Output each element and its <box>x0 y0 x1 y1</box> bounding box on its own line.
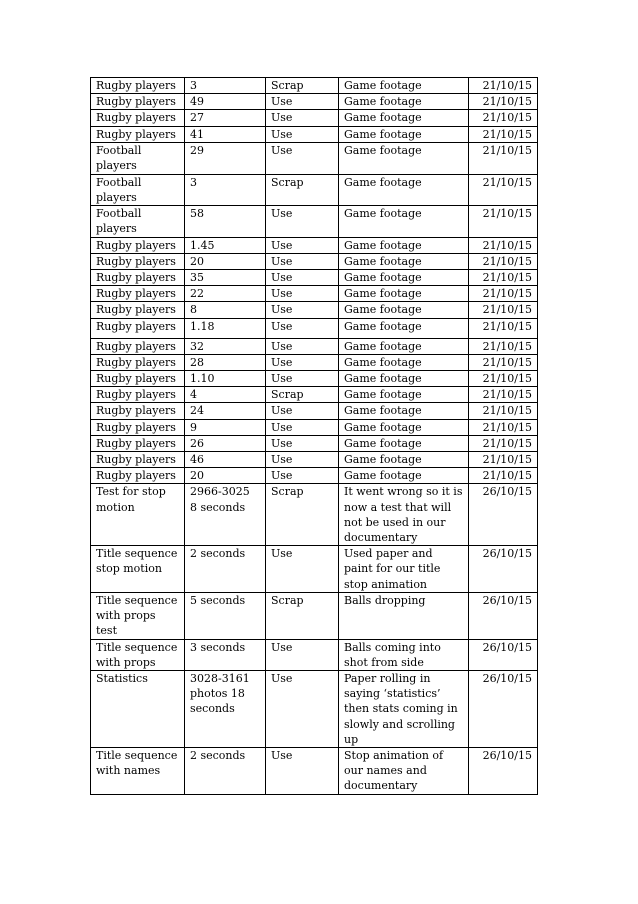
cell-description: Game footage <box>339 452 469 468</box>
cell-subject: Football players <box>91 206 185 237</box>
cell-decision: Use <box>266 371 339 387</box>
table-row <box>91 94 538 110</box>
cell-decision: Use <box>266 747 339 794</box>
cell-duration: 26 <box>185 435 266 451</box>
cell-date: 21/10/15 <box>469 78 538 94</box>
cell-subject: Title sequence with props <box>91 639 185 670</box>
table-row <box>91 270 538 286</box>
cell-decision: Use <box>266 639 339 670</box>
footage-log-body <box>91 78 538 795</box>
cell-subject: Rugby players <box>91 371 185 387</box>
cell-date: 21/10/15 <box>469 142 538 174</box>
cell-duration: 24 <box>185 403 266 419</box>
cell-duration: 27 <box>185 110 266 126</box>
cell-date: 26/10/15 <box>469 747 538 794</box>
cell-decision: Use <box>266 452 339 468</box>
cell-duration: 3 seconds <box>185 639 266 670</box>
cell-date: 21/10/15 <box>469 468 538 484</box>
cell-decision: Use <box>266 206 339 237</box>
cell-subject: Rugby players <box>91 419 185 435</box>
cell-decision: Use <box>266 270 339 286</box>
cell-subject: Rugby players <box>91 270 185 286</box>
cell-duration: 5 seconds <box>185 592 266 639</box>
table-row <box>91 371 538 387</box>
cell-date: 21/10/15 <box>469 354 538 370</box>
cell-date: 26/10/15 <box>469 670 538 747</box>
cell-description: Game footage <box>339 174 469 205</box>
cell-decision: Use <box>266 110 339 126</box>
cell-decision: Use <box>266 468 339 484</box>
cell-subject: Rugby players <box>91 452 185 468</box>
cell-duration: 22 <box>185 286 266 302</box>
cell-duration: 1.45 <box>185 237 266 253</box>
cell-date: 26/10/15 <box>469 639 538 670</box>
cell-duration: 41 <box>185 126 266 142</box>
cell-duration: 29 <box>185 142 266 174</box>
cell-description: Game footage <box>339 94 469 110</box>
cell-description: Game footage <box>339 468 469 484</box>
table-row <box>91 419 538 435</box>
cell-subject: Rugby players <box>91 435 185 451</box>
cell-decision: Use <box>266 286 339 302</box>
cell-subject: Rugby players <box>91 237 185 253</box>
cell-description: Game footage <box>339 270 469 286</box>
cell-subject: Rugby players <box>91 253 185 269</box>
cell-date: 21/10/15 <box>469 94 538 110</box>
cell-decision: Scrap <box>266 387 339 403</box>
cell-description: Game footage <box>339 142 469 174</box>
cell-decision: Use <box>266 419 339 435</box>
cell-date: 21/10/15 <box>469 387 538 403</box>
table-row <box>91 253 538 269</box>
cell-date: 21/10/15 <box>469 286 538 302</box>
cell-description: Balls dropping <box>339 592 469 639</box>
cell-description: Game footage <box>339 237 469 253</box>
cell-subject: Rugby players <box>91 403 185 419</box>
cell-description: Balls coming into shot from side <box>339 639 469 670</box>
cell-date: 26/10/15 <box>469 592 538 639</box>
table-row <box>91 142 538 174</box>
cell-subject: Title sequence stop motion <box>91 546 185 593</box>
cell-date: 21/10/15 <box>469 435 538 451</box>
cell-duration: 3 <box>185 174 266 205</box>
cell-duration: 8 <box>185 302 266 318</box>
cell-duration: 3 <box>185 78 266 94</box>
cell-duration: 3028-3161 photos 18 seconds <box>185 670 266 747</box>
table-row <box>91 403 538 419</box>
cell-decision: Use <box>266 237 339 253</box>
cell-duration: 35 <box>185 270 266 286</box>
cell-duration: 9 <box>185 419 266 435</box>
cell-decision: Use <box>266 670 339 747</box>
cell-subject: Rugby players <box>91 338 185 354</box>
cell-description: Game footage <box>339 435 469 451</box>
cell-duration: 1.18 <box>185 318 266 338</box>
cell-decision: Use <box>266 338 339 354</box>
cell-subject: Test for stop motion <box>91 484 185 546</box>
cell-subject: Football players <box>91 174 185 205</box>
table-row <box>91 237 538 253</box>
cell-description: Game footage <box>339 419 469 435</box>
cell-duration: 2 seconds <box>185 546 266 593</box>
table-row <box>91 110 538 126</box>
cell-description: Game footage <box>339 371 469 387</box>
cell-date: 21/10/15 <box>469 270 538 286</box>
table-row <box>91 338 538 354</box>
cell-date: 21/10/15 <box>469 126 538 142</box>
cell-date: 21/10/15 <box>469 338 538 354</box>
table-row <box>91 286 538 302</box>
cell-decision: Use <box>266 302 339 318</box>
cell-duration: 2 seconds <box>185 747 266 794</box>
cell-date: 21/10/15 <box>469 371 538 387</box>
cell-duration: 20 <box>185 468 266 484</box>
cell-decision: Use <box>266 94 339 110</box>
cell-date: 21/10/15 <box>469 253 538 269</box>
cell-description: Stop animation of our names and documentary <box>339 747 469 794</box>
cell-decision: Use <box>266 403 339 419</box>
cell-subject: Rugby players <box>91 354 185 370</box>
table-row <box>91 302 538 318</box>
cell-subject: Rugby players <box>91 286 185 302</box>
cell-subject: Rugby players <box>91 468 185 484</box>
cell-date: 21/10/15 <box>469 403 538 419</box>
cell-description: Game footage <box>339 302 469 318</box>
cell-description: Paper rolling in saying ‘statistics’ then stats coming in slowly and scrolling up <box>339 670 469 747</box>
cell-description: Game footage <box>339 253 469 269</box>
cell-subject: Rugby players <box>91 126 185 142</box>
cell-subject: Title sequence with props test <box>91 592 185 639</box>
cell-duration: 46 <box>185 452 266 468</box>
cell-description: Game footage <box>339 338 469 354</box>
table-row <box>91 174 538 205</box>
cell-description: Used paper and paint for our title stop animation <box>339 546 469 593</box>
cell-description: Game footage <box>339 206 469 237</box>
cell-subject: Statistics <box>91 670 185 747</box>
table-row <box>91 206 538 237</box>
cell-date: 21/10/15 <box>469 452 538 468</box>
cell-subject: Rugby players <box>91 387 185 403</box>
cell-subject: Rugby players <box>91 94 185 110</box>
cell-decision: Scrap <box>266 174 339 205</box>
cell-date: 26/10/15 <box>469 484 538 546</box>
cell-subject: Football players <box>91 142 185 174</box>
table-row <box>91 387 538 403</box>
cell-duration: 20 <box>185 253 266 269</box>
cell-decision: Use <box>266 318 339 338</box>
cell-duration: 4 <box>185 387 266 403</box>
cell-description: Game footage <box>339 126 469 142</box>
cell-description: Game footage <box>339 387 469 403</box>
cell-description: Game footage <box>339 110 469 126</box>
cell-description: Game footage <box>339 403 469 419</box>
table-row <box>91 639 538 670</box>
cell-description: Game footage <box>339 78 469 94</box>
table-row <box>91 452 538 468</box>
cell-date: 26/10/15 <box>469 546 538 593</box>
cell-duration: 58 <box>185 206 266 237</box>
table-row <box>91 435 538 451</box>
cell-decision: Use <box>266 435 339 451</box>
cell-decision: Use <box>266 546 339 593</box>
cell-date: 21/10/15 <box>469 174 538 205</box>
cell-description: Game footage <box>339 354 469 370</box>
cell-decision: Use <box>266 126 339 142</box>
cell-duration: 49 <box>185 94 266 110</box>
cell-date: 21/10/15 <box>469 318 538 338</box>
cell-duration: 2966-3025 8 seconds <box>185 484 266 546</box>
cell-date: 21/10/15 <box>469 110 538 126</box>
cell-date: 21/10/15 <box>469 237 538 253</box>
table-row <box>91 546 538 593</box>
table-row <box>91 126 538 142</box>
cell-subject: Rugby players <box>91 78 185 94</box>
footage-log-table <box>90 77 538 795</box>
cell-decision: Scrap <box>266 592 339 639</box>
cell-subject: Title sequence with names <box>91 747 185 794</box>
table-row <box>91 78 538 94</box>
cell-decision: Use <box>266 354 339 370</box>
cell-decision: Scrap <box>266 484 339 546</box>
cell-decision: Use <box>266 142 339 174</box>
cell-duration: 32 <box>185 338 266 354</box>
cell-subject: Rugby players <box>91 302 185 318</box>
cell-description: It went wrong so it is now a test that will not be used in our documentary <box>339 484 469 546</box>
table-row <box>91 747 538 794</box>
cell-decision: Scrap <box>266 78 339 94</box>
table-row <box>91 484 538 546</box>
cell-decision: Use <box>266 253 339 269</box>
table-row <box>91 592 538 639</box>
cell-date: 21/10/15 <box>469 302 538 318</box>
cell-subject: Rugby players <box>91 110 185 126</box>
cell-description: Game footage <box>339 318 469 338</box>
cell-date: 21/10/15 <box>469 206 538 237</box>
table-row <box>91 670 538 747</box>
cell-description: Game footage <box>339 286 469 302</box>
table-row <box>91 468 538 484</box>
cell-duration: 1.10 <box>185 371 266 387</box>
cell-date: 21/10/15 <box>469 419 538 435</box>
cell-duration: 28 <box>185 354 266 370</box>
cell-subject: Rugby players <box>91 318 185 338</box>
table-row <box>91 354 538 370</box>
table-row <box>91 318 538 338</box>
